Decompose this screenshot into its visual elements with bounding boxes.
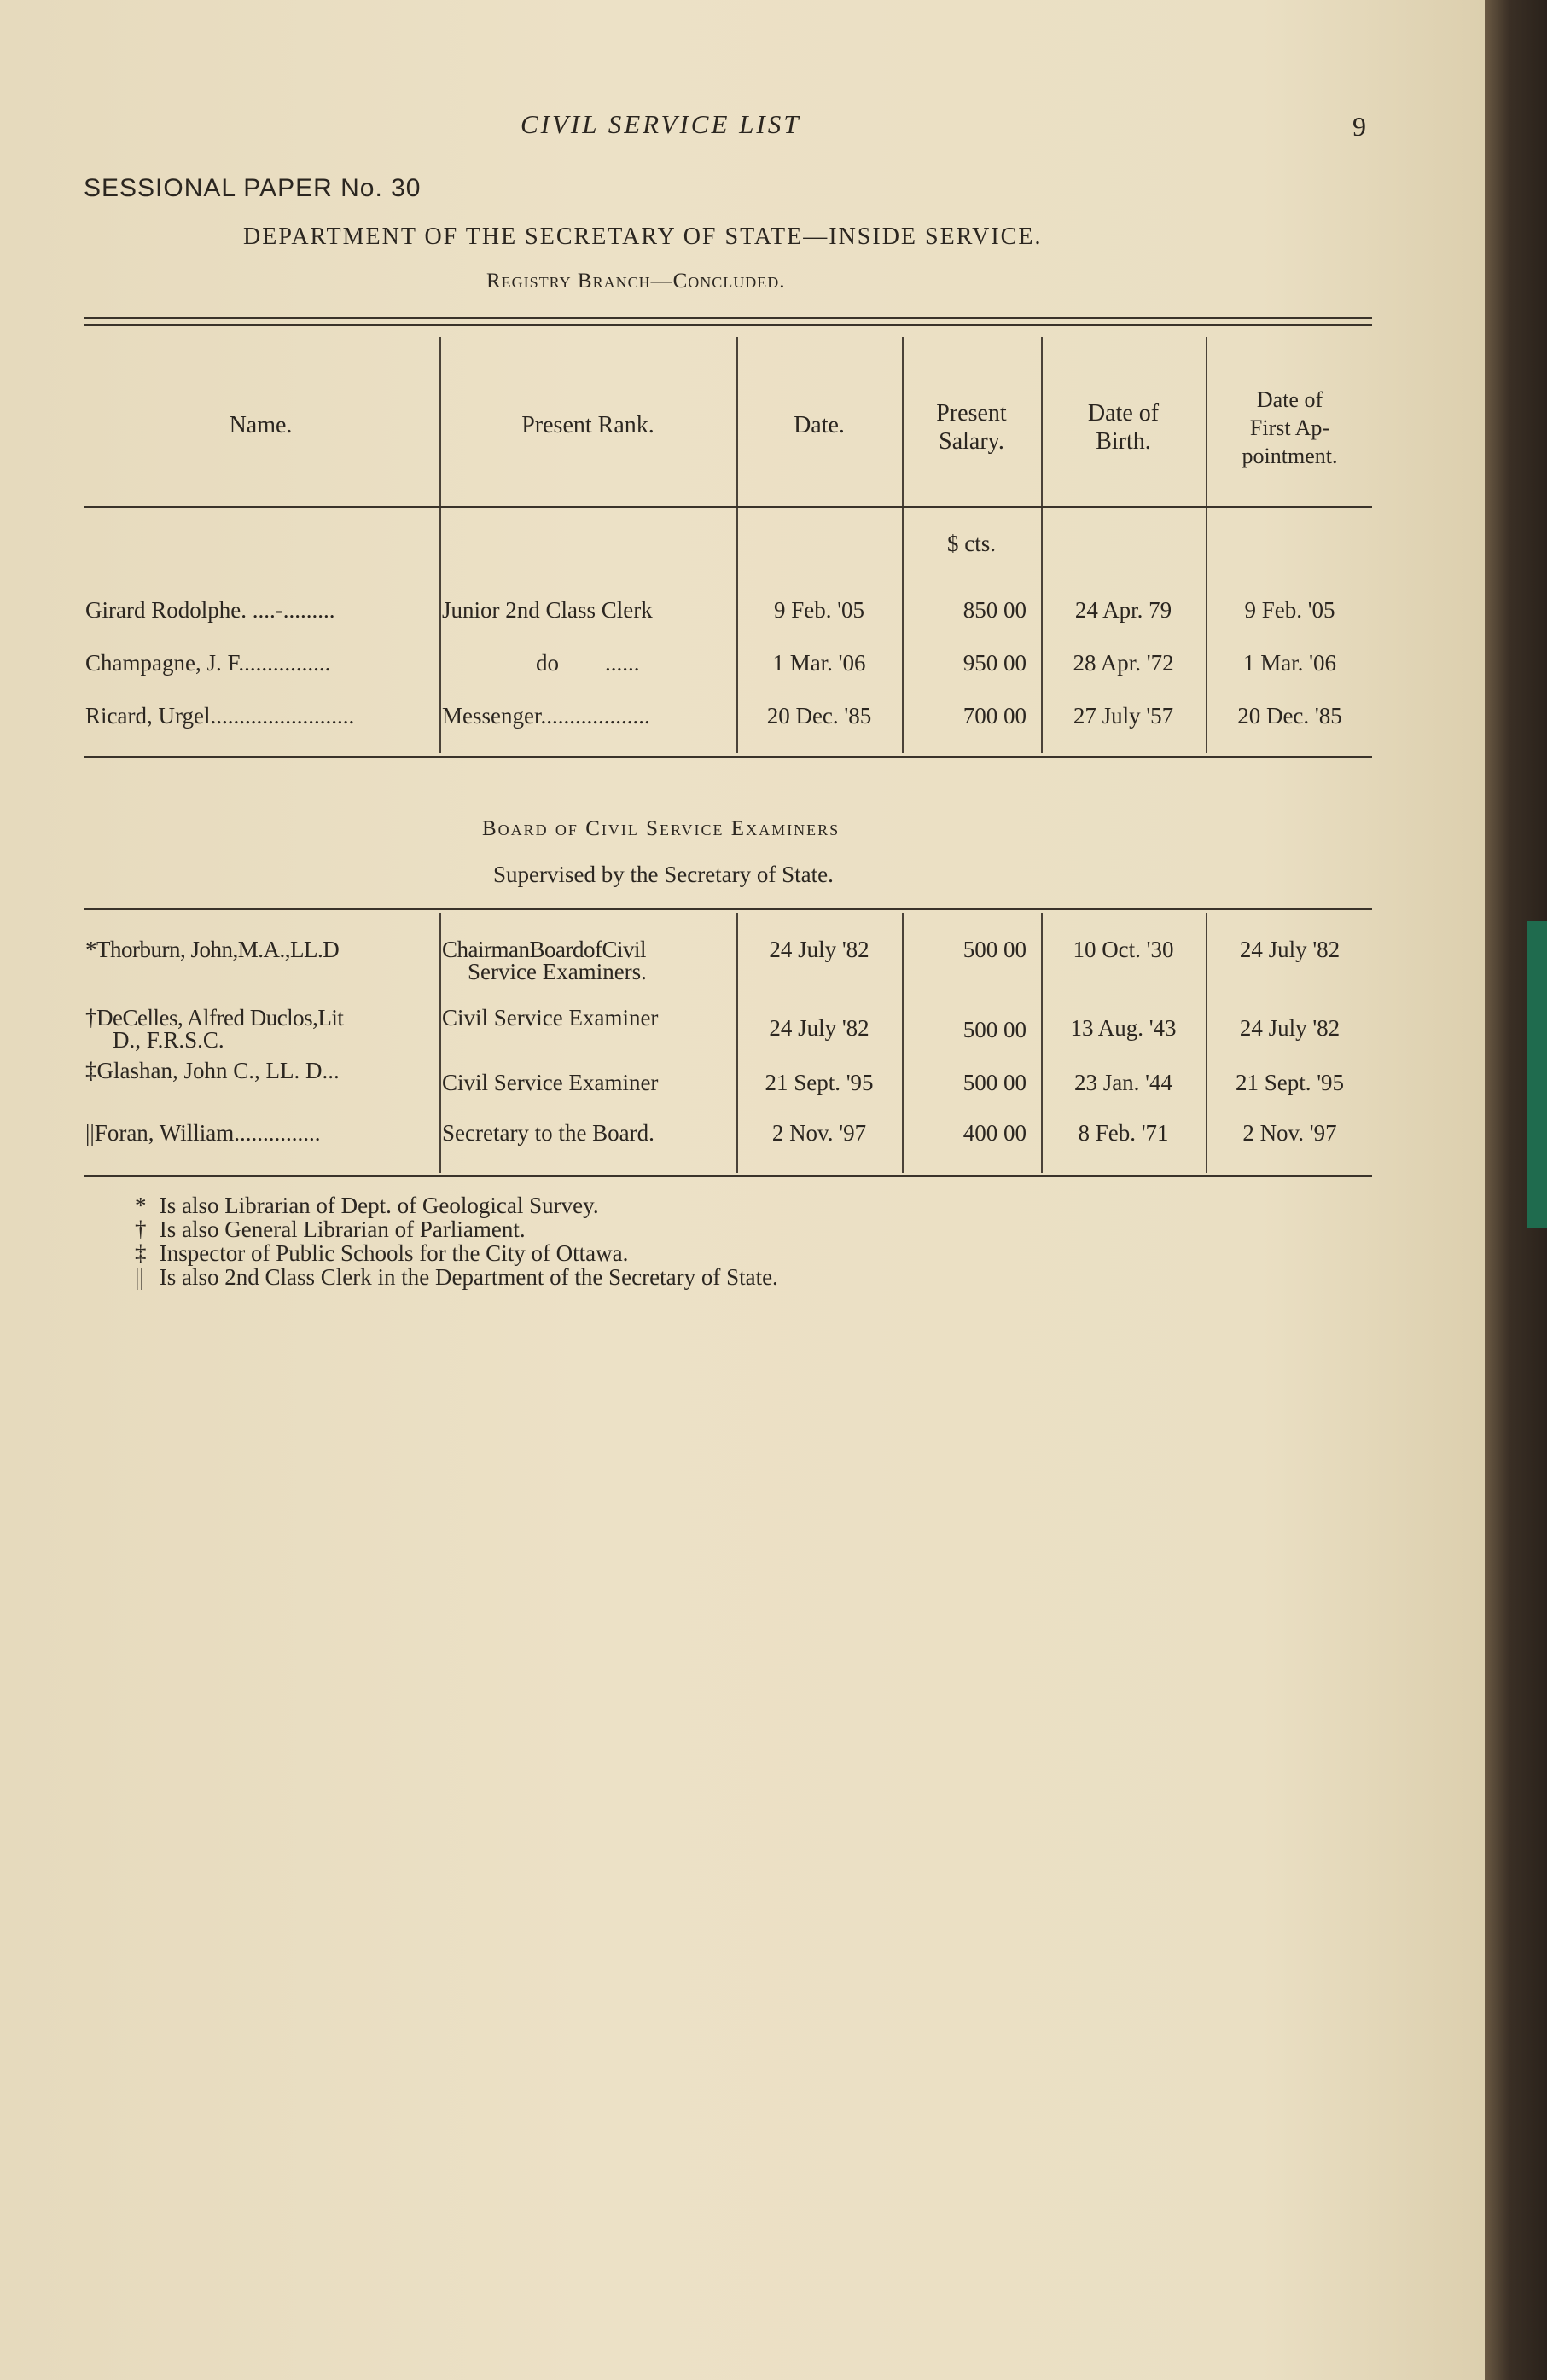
section-rule [84,756,1372,758]
column-header-first-line: First Ap- [1249,415,1330,440]
cell-date: 24 July '82 [769,937,869,962]
cell-name: †DeCelles, Alfred Duclos,Lit [85,1005,344,1030]
cell-name: Champagne, J. F................ [85,650,331,676]
cell-date: 20 Dec. '85 [766,703,872,729]
column-header-first-line: Date of [1256,387,1323,412]
cell-rank: Secretary to the Board. [442,1120,654,1146]
column-header-birth-line: Birth. [1096,428,1151,455]
cell-rank: do ...... [536,650,640,676]
cell-rank: Messenger................... [442,703,650,729]
footnote [135,1264,778,1291]
cell-first-appointment: 1 Mar. '06 [1242,650,1337,676]
cell-first-appointment: 20 Dec. '85 [1237,703,1342,729]
cell-name-continued: D., F.R.S.C. [113,1027,224,1053]
cell-salary: 850 00 [963,597,1026,623]
column-divider [439,913,441,1173]
cell-name: *Thorburn, John,M.A.,LL.D [85,937,340,962]
cell-birth: 23 Jan. '44 [1073,1070,1173,1095]
top-rule [84,317,1372,319]
cell-rank-continued: Service Examiners. [468,959,647,984]
cell-date: 21 Sept. '95 [765,1070,874,1095]
cell-birth: 28 Apr. '72 [1073,650,1174,676]
column-header-salary [904,399,1039,456]
footnote [135,1240,628,1267]
column-header-first-appointment [1207,386,1372,470]
column-header-birth-line: Date of [1087,400,1160,427]
footnote-mark: * [135,1193,147,1218]
page-number: 9 [1352,111,1366,142]
footnote-text: Is also Librarian of Dept. of Geological Survey. [159,1193,599,1218]
column-header-first-line: pointment. [1242,444,1338,468]
column-header-name: Name. [229,412,293,438]
sessional-paper: SESSIONAL PAPER No. 30 [84,174,422,202]
cell-rank: ChairmanBoardofCivil [442,937,646,962]
footnote-text: Inspector of Public Schools for the City of Ottawa. [159,1240,629,1266]
column-header-salary-line: Salary. [939,428,1004,455]
board-title: Board of Civil Service Examiners [482,817,840,840]
cell-first-appointment: 24 July '82 [1239,1015,1341,1041]
cell-birth: 8 Feb. '71 [1078,1120,1169,1146]
cell-salary: 950 00 [963,650,1026,676]
footnote [135,1193,599,1219]
footnote-text: Is also 2nd Class Clerk in the Department of the Secretary of State. [159,1264,778,1290]
salary-unit: $ cts. [947,531,996,556]
cell-rank: Civil Service Examiner [442,1005,659,1030]
cell-birth: 24 Apr. 79 [1074,597,1172,623]
cell-first-appointment: 2 Nov. '97 [1242,1120,1337,1146]
column-header-date: Date. [794,412,845,438]
board-top-rule [84,908,1372,910]
cell-salary: 500 00 [963,1017,1026,1042]
cell-name: Ricard, Urgel......................... [85,703,355,729]
cell-birth: 10 Oct. '30 [1073,937,1174,962]
footnote-mark: || [135,1264,144,1290]
footnote [135,1216,526,1243]
column-divider [439,337,441,753]
column-header-birth [1043,399,1204,456]
cell-salary: 700 00 [963,703,1026,729]
cell-name: ‡Glashan, John C., LL. D... [85,1058,340,1083]
cell-first-appointment: 24 July '82 [1239,937,1341,962]
cell-rank: Junior 2nd Class Clerk [442,597,653,623]
column-divider [736,337,738,753]
cell-name: Girard Rodolphe. ....-......... [85,597,335,623]
cell-date: 9 Feb. '05 [773,597,865,623]
cell-name: ||Foran, William............... [85,1120,321,1146]
cell-date: 1 Mar. '06 [772,650,866,676]
cell-salary: 400 00 [963,1120,1026,1146]
cell-birth: 27 July '57 [1073,703,1174,729]
cell-salary: 500 00 [963,1070,1026,1095]
footnote-mark: ‡ [135,1240,147,1266]
department-title: DEPARTMENT OF THE SECRETARY OF STATE—INSIDE SERVICE. [243,223,1043,250]
header-rule [84,506,1372,508]
cell-first-appointment: 9 Feb. '05 [1244,597,1335,623]
footnote-text: Is also General Librarian of Parliament. [159,1216,526,1242]
cell-date: 24 July '82 [769,1015,869,1041]
cell-first-appointment: 21 Sept. '95 [1235,1070,1345,1095]
footnote-mark: † [135,1216,147,1242]
column-header-salary-line: Present [936,400,1007,427]
top-rule [84,324,1372,326]
cell-date: 2 Nov. '97 [771,1120,867,1146]
cell-birth: 13 Aug. '43 [1070,1015,1177,1041]
cell-salary: 500 00 [963,937,1026,962]
board-bottom-rule [84,1175,1372,1177]
running-head: CIVIL SERVICE LIST [521,109,801,139]
column-header-rank: Present Rank. [521,412,654,438]
board-subtitle: Supervised by the Secretary of State. [493,862,834,887]
branch-title: Registry Branch—Concluded. [486,270,786,293]
cell-rank: Civil Service Examiner [442,1070,659,1095]
spine-ribbon [1527,921,1547,1228]
